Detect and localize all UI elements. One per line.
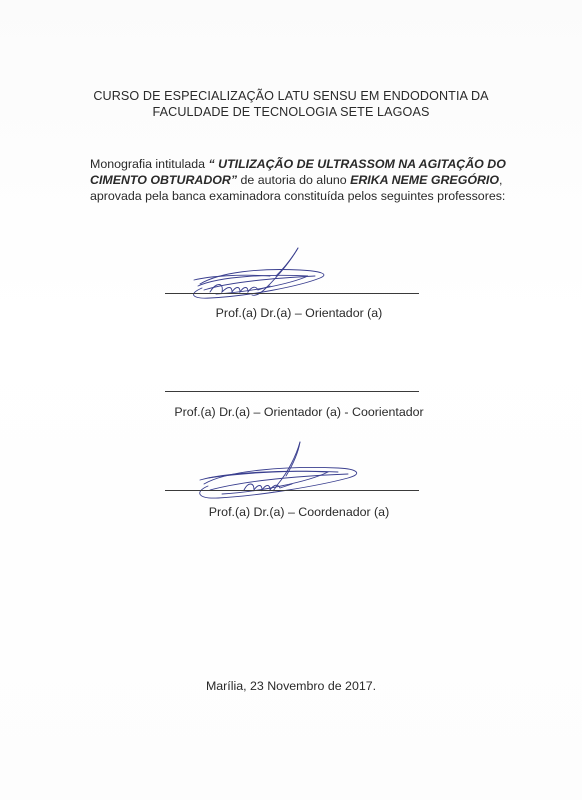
approval-prefix: Monografia intitulada: [90, 157, 209, 171]
signature-label-3: Prof.(a) Dr.(a) – Coordenador (a): [208, 505, 390, 519]
course-header-line-1: CURSO DE ESPECIALIZAÇÃO LATU SENSU EM ENDODONTIA DA: [93, 89, 489, 103]
approval-middle: de autoria do aluno: [237, 173, 351, 187]
approval-line-2: [90, 172, 510, 188]
student-name: ERIKA NEME GREGÓRIO: [350, 173, 499, 187]
place-and-date: Marília, 23 Novembro de 2017.: [205, 679, 377, 693]
signature-3-handwritten: [188, 440, 368, 506]
monograph-title-part-1: “ UTILIZAÇÃO DE ULTRASSOM NA AGITAÇÃO DO: [208, 157, 506, 171]
approval-suffix: ,: [499, 173, 503, 187]
signature-line-1: [165, 293, 419, 294]
course-header-line-2: FACULDADE DE TECNOLOGIA SETE LAGOAS: [152, 105, 430, 119]
course-header: [0, 88, 582, 120]
signature-1-handwritten: [180, 246, 340, 308]
approval-line-1: [90, 156, 510, 172]
signature-line-3: [165, 490, 419, 491]
approval-statement: [90, 156, 510, 204]
approval-line-3: aprovada pela banca examinadora constituída pelos seguintes professores:: [90, 189, 506, 203]
signature-label-1: Prof.(a) Dr.(a) – Orientador (a): [215, 306, 383, 320]
signature-line-2: [165, 391, 419, 392]
signature-label-2: Prof.(a) Dr.(a) – Orientador (a) - Coorientador: [174, 405, 424, 419]
monograph-title-part-2: CIMENTO OBTURADOR”: [90, 173, 238, 187]
